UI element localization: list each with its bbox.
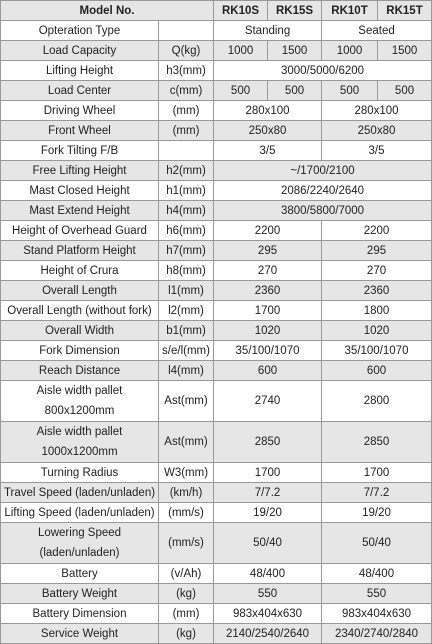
spec-unit [159,141,214,161]
spec-row [1,624,432,644]
spec-label: Opteration Type [1,21,159,41]
spec-value-rk15t: 500 [378,81,432,101]
spec-unit: (v/Ah) [159,564,214,584]
spec-row [1,564,432,584]
spec-label: Service Weight [1,624,159,644]
spec-value-seated: 19/20 [322,503,432,523]
spec-row [1,341,432,361]
spec-value-standing: 280x100 [214,101,322,121]
spec-value-standing: Standing [214,21,322,41]
spec-row [1,181,432,201]
spec-unit: h2(mm) [159,161,214,181]
spec-value-all-models: ~/1700/2100 [214,161,432,181]
spec-row [1,121,432,141]
spec-value-seated: 48/400 [322,564,432,584]
spec-label: Reach Distance [1,361,159,381]
spec-value-all-models: 3800/5800/7000 [214,201,432,221]
spec-label: Lifting Speed (laden/unladen) [1,503,159,523]
spec-unit: l1(mm) [159,281,214,301]
spec-value-seated: 1700 [322,463,432,483]
spec-label: Lifting Height [1,61,159,81]
spec-unit [159,21,214,41]
spec-unit: h7(mm) [159,241,214,261]
spec-value-seated: 2800 [322,381,432,422]
spec-label: Battery [1,564,159,584]
spec-label: Free Lifting Height [1,161,159,181]
spec-unit: (mm/s) [159,523,214,564]
spec-unit: c(mm) [159,81,214,101]
spec-value-rk10t: 1000 [322,41,378,61]
spec-label: Load Capacity [1,41,159,61]
spec-value-standing: 35/100/1070 [214,341,322,361]
spec-value-standing: 1020 [214,321,322,341]
model-header-rk10t: RK10T [322,1,378,21]
spec-value-rk15s: 1500 [268,41,322,61]
spec-label: Aisle width pallet 800x1200mm [1,381,159,422]
spec-value-standing: 50/40 [214,523,322,564]
spec-label: Overall Length (without fork) [1,301,159,321]
spec-value-standing: 48/400 [214,564,322,584]
spec-unit: (kg) [159,584,214,604]
spec-value-standing: 2140/2540/2640 [214,624,322,644]
spec-row [1,301,432,321]
spec-row [1,241,432,261]
spec-unit: s/e/l(mm) [159,341,214,361]
spec-value-seated: 50/40 [322,523,432,564]
spec-value-rk10s: 1000 [214,41,268,61]
spec-row [1,503,432,523]
spec-row [1,361,432,381]
spec-value-standing: 270 [214,261,322,281]
spec-unit: Ast(mm) [159,422,214,463]
spec-label: Overall Width [1,321,159,341]
spec-label: Mast Extend Height [1,201,159,221]
spec-label: Front Wheel [1,121,159,141]
spec-value-seated: 1800 [322,301,432,321]
spec-unit: (mm/s) [159,503,214,523]
spec-value-seated: 983x404x630 [322,604,432,624]
spec-row [1,523,432,564]
spec-label: Travel Speed (laden/unladen) [1,483,159,503]
model-no-header: Model No. [1,1,214,21]
spec-row [1,422,432,463]
spec-label: Aisle width pallet 1000x1200mm [1,422,159,463]
spec-row [1,584,432,604]
spec-value-seated: 1020 [322,321,432,341]
spec-value-standing: 2200 [214,221,322,241]
spec-value-standing: 7/7.2 [214,483,322,503]
spec-label: Height of Crura [1,261,159,281]
spec-value-standing: 1700 [214,463,322,483]
spec-label: Fork Tilting F/B [1,141,159,161]
spec-row [1,61,432,81]
spec-label: Driving Wheel [1,101,159,121]
spec-unit: (mm) [159,101,214,121]
spec-unit: h6(mm) [159,221,214,241]
spec-value-seated: 250x80 [322,121,432,141]
spec-unit: (kg) [159,624,214,644]
spec-row [1,41,432,61]
spec-value-seated: 35/100/1070 [322,341,432,361]
spec-row [1,321,432,341]
spec-label: Load Center [1,81,159,101]
spec-row [1,381,432,422]
spec-label: Lowering Speed (laden/unladen) [1,523,159,564]
spec-value-standing: 983x404x630 [214,604,322,624]
spec-unit: Q(kg) [159,41,214,61]
model-header-rk15s: RK15S [268,1,322,21]
spec-value-rk10s: 500 [214,81,268,101]
spec-value-seated: 2360 [322,281,432,301]
spec-value-standing: 2850 [214,422,322,463]
spec-row [1,261,432,281]
spec-value-seated: Seated [322,21,432,41]
spec-label: Overall Length [1,281,159,301]
spec-value-all-models: 2086/2240/2640 [214,181,432,201]
spec-unit: h1(mm) [159,181,214,201]
spec-unit: (mm) [159,121,214,141]
spec-label: Mast Closed Height [1,181,159,201]
spec-value-standing: 19/20 [214,503,322,523]
spec-label: Turning Radius [1,463,159,483]
spec-value-seated: 2340/2740/2840 [322,624,432,644]
spec-unit: W3(mm) [159,463,214,483]
spec-unit: Ast(mm) [159,381,214,422]
spec-row [1,21,432,41]
spec-value-all-models: 3000/5000/6200 [214,61,432,81]
spec-value-seated: 280x100 [322,101,432,121]
spec-value-seated: 295 [322,241,432,261]
spec-value-seated: 7/7.2 [322,483,432,503]
spec-label: Stand Platform Height [1,241,159,261]
spec-unit: h3(mm) [159,61,214,81]
spec-unit: l4(mm) [159,361,214,381]
spec-value-rk15s: 500 [268,81,322,101]
spec-value-seated: 270 [322,261,432,281]
spec-label: Fork Dimension [1,341,159,361]
spec-value-seated: 2200 [322,221,432,241]
spec-value-standing: 3/5 [214,141,322,161]
spec-value-standing: 250x80 [214,121,322,141]
spec-row [1,604,432,624]
spec-label: Height of Overhead Guard [1,221,159,241]
spec-value-seated: 550 [322,584,432,604]
spec-row [1,281,432,301]
spec-value-standing: 600 [214,361,322,381]
spec-unit: (mm) [159,604,214,624]
model-header-rk10s: RK10S [214,1,268,21]
spec-row [1,221,432,241]
spec-value-seated: 600 [322,361,432,381]
spec-unit: h8(mm) [159,261,214,281]
spec-value-rk15t: 1500 [378,41,432,61]
spec-value-standing: 295 [214,241,322,261]
spec-value-seated: 2850 [322,422,432,463]
spec-label: Battery Weight [1,584,159,604]
model-header-rk15t: RK15T [378,1,432,21]
spec-row [1,463,432,483]
spec-value-standing: 1700 [214,301,322,321]
spec-value-seated: 3/5 [322,141,432,161]
spec-row [1,141,432,161]
spec-unit: (km/h) [159,483,214,503]
spec-row [1,81,432,101]
spec-unit: b1(mm) [159,321,214,341]
spec-table-body [1,1,432,644]
spec-row [1,201,432,221]
spec-row [1,101,432,121]
spec-row [1,483,432,503]
header-row [1,1,432,21]
spec-unit: h4(mm) [159,201,214,221]
spec-value-rk10t: 500 [322,81,378,101]
spec-value-standing: 2360 [214,281,322,301]
spec-row [1,161,432,181]
spec-value-standing: 2740 [214,381,322,422]
spec-unit: l2(mm) [159,301,214,321]
spec-value-standing: 550 [214,584,322,604]
spec-label: Battery Dimension [1,604,159,624]
